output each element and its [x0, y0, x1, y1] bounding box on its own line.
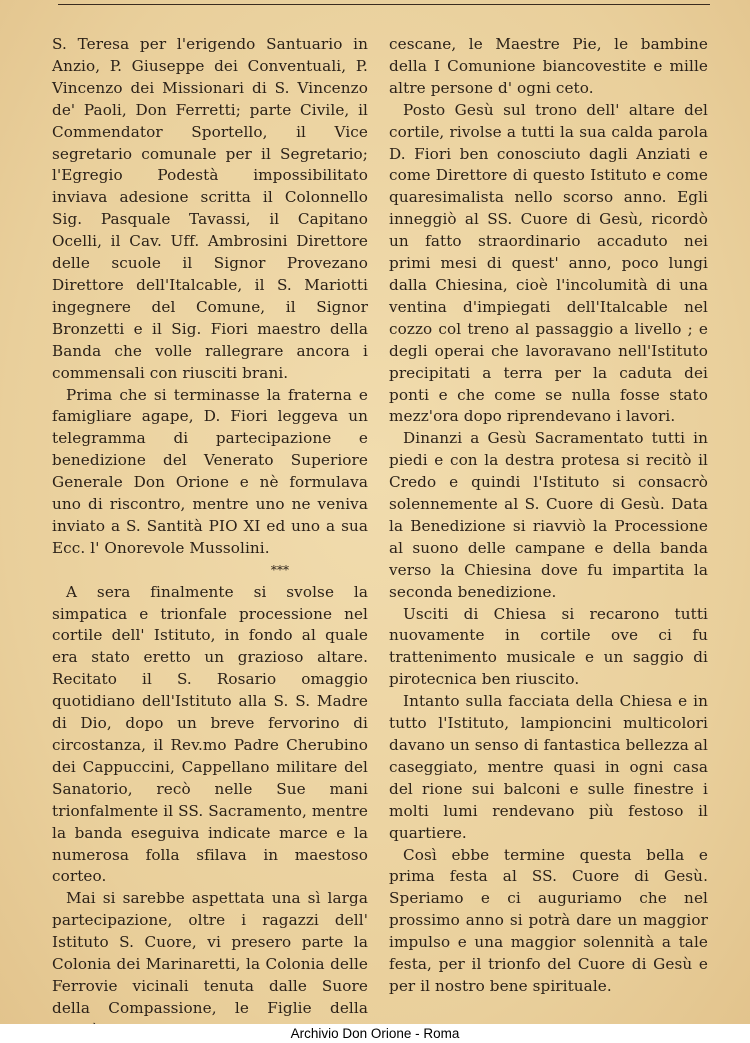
paragraph: S. Teresa per l'erigendo Santuario in Anzio, P. Giuseppe dei Conventuali, P. Vincenzo dei Missionari di S. Vincenzo de' Paoli, Don Ferretti; parte Civile, il Commendator Sportello, il Vice segretario comunale per il Segretario; l'Egregio Podestà impossibilitato inviava adesione scritta il Colonnello Sig. Pasquale Tavassi, il Capitano Ocelli, il Cav. Uff. Ambrosini Direttore delle scuole il Signor Provezano Direttore dell'Italcable, il S. Mariotti ingegnere del Comune, il Signor Bronzetti e il Sig. Fiori maestro della Banda che volle rallegrare ancora i commensali con riusciti brani.: [52, 35, 368, 382]
paragraph: A sera finalmente si svolse la simpatica e trionfale processione nel cortile dell' Istituto, in fondo al quale era stato eretto un grazioso altare. Recitato il S. Rosario omaggio quotidiano dell'Istituto alla S. S. Madre di Dio, dopo un breve fervorino di circostanza, il Rev.mo Padre Cherubino dei Cappuccini, Cappellano militare del Sanatorio, recò nelle Sue mani trionfalmente il SS. Sacramento, mentre la banda eseguiva indicate marce e la numerosa folla sfilava in maestoso corteo.: [52, 582, 368, 886]
section-separator: ***: [270, 562, 290, 577]
left-column: [52, 34, 368, 1042]
archive-label: Archivio Don Orione - Roma: [290, 1026, 460, 1041]
archive-footer: [0, 1024, 750, 1043]
paragraph: Intanto sulla facciata della Chiesa e in tutto l'Istituto, lampioncini multicolori davano un senso di fantastica bellezza al caseggiato, mentre quasi in ogni casa del rione sui balconi e sulle finestre i molti lumi rendevano più festoso il quartiere.: [389, 692, 708, 842]
paragraph: Prima che si terminasse la fraterna e famigliare agape, D. Fiori leggeva un telegramma di partecipazione e benedizione del Venerato Superiore Generale Don Orione e nè formulava uno di riscontro, mentre uno ne veniva inviato a S. Santità PIO XI ed uno a sua Ecc. l' Onorevole Mussolini.: [52, 385, 368, 557]
paragraph: Usciti di Chiesa si recarono tutti nuovamente in cortile ove ci fu trattenimento musicale e un saggio di pirotecnica ben riuscito.: [389, 604, 708, 689]
right-column: [389, 34, 708, 998]
paragraph: Mai si sarebbe aspettata una sì larga partecipazione, oltre i ragazzi dell' Istituto S. Cuore, vi presero parte la Colonia dei Marinaretti, la Colonia delle Ferrovie vicinali tenuta dalle Suore della Compassione, le Figlie della: [52, 889, 368, 1017]
paragraph: Dinanzi a Gesù Sacramentato tutti in piedi e con la destra protesa si recitò il Credo e quindi l'Istituto si consacrò solennemente al S. Cuore di Gesù. Data la Benedizione si riavviò la Processione al suono delle campane e della banda verso la Chiesina dove fu impartita la seconda benedizione.: [389, 429, 708, 601]
paragraph: Così ebbe termine questa bella e prima festa al SS. Cuore di Gesù. Speriamo e ci auguriamo che nel prossimo anno si potrà dare un maggior impulso e una maggior solennità a tale festa, per il trionfo del Cuore di Gesù e per il nostro bene spirituale.: [389, 845, 708, 995]
paragraph: cescane, le Maestre Pie, le bambine della I Comunione biancovestite e mille altre persone d' ogni ceto.: [389, 35, 708, 97]
paragraph: Posto Gesù sul trono dell' altare del cortile, rivolse a tutti la sua calda parola D. Fiori ben conosciuto dagli Anziati e come Direttore di questo Istituto e come quaresimalista nello scorso anno. Egli inneggiò al SS. Cuore di Gesù, ricordò un fatto straordinario accaduto nei primi mesi di quest' anno, poco lungi dalla Chiesina, cioè l'incolumità di una ventina d'impiegati dell'Italcable nel cozzo col treno al passaggio a livello ; e degli operai che lavoravano nell'Istituto precipitati a terra per la caduta dei ponti e che come se nulla fosse stato mezz'ora dopo riprendevano i lavori.: [389, 100, 708, 426]
top-rule: [58, 4, 710, 5]
